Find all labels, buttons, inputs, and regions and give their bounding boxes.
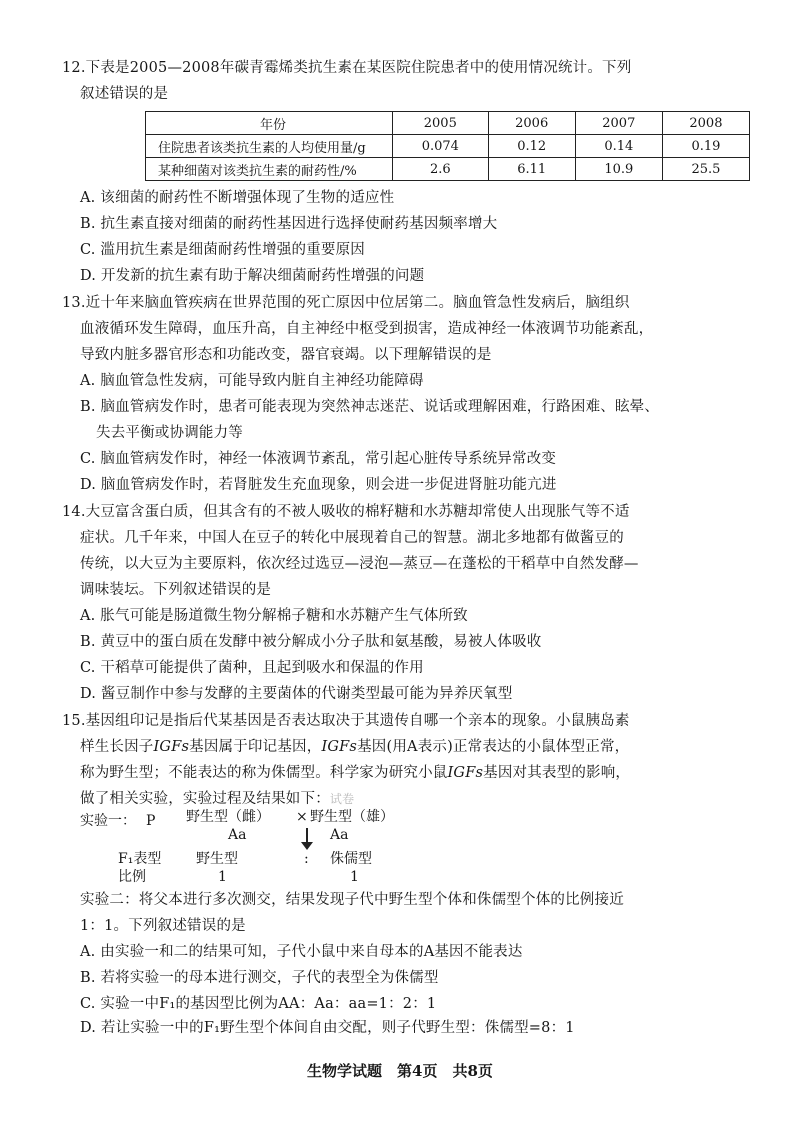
igfs-gene-name: IGFs bbox=[447, 765, 484, 781]
table-cell: 0.14 bbox=[575, 135, 662, 158]
exp1-f1-colon: : bbox=[304, 851, 309, 867]
q12-option-d: D. 开发新的抗生素有助于解决细菌耐药性增强的问题 bbox=[80, 268, 425, 284]
q15-stem-text: 做了相关实验，实验过程及结果如下： bbox=[80, 791, 330, 807]
q15-stem-text: 称为野生型；不能表达的称为侏儒型。科学家为研究小鼠 bbox=[80, 765, 448, 781]
table-row bbox=[146, 135, 750, 158]
table-header-row bbox=[146, 112, 750, 135]
q15-stem-line3 bbox=[80, 763, 630, 783]
watermark: 试卷 bbox=[329, 792, 355, 806]
q15-option-c: C. 实验一中F₁的基因型比例为AA：Aa：aa=1：2：1 bbox=[80, 996, 437, 1012]
exp1-genotype1: Aa bbox=[228, 827, 247, 843]
exp1-ratio-wild: 1 bbox=[218, 869, 227, 885]
exp1-p-label: P bbox=[146, 813, 156, 829]
table-cell: 0.19 bbox=[662, 135, 749, 158]
exp1-parent2: 野生型（雄） bbox=[310, 809, 394, 825]
table-header-cell: 2006 bbox=[488, 112, 575, 135]
exp2-line1: 实验二：将父本进行多次测交，结果发现子代中野生型个体和侏儒型个体的比例接近 bbox=[80, 892, 624, 908]
igfs-gene-name: IGFs bbox=[153, 739, 190, 755]
exp1-f1-wild: 野生型 bbox=[196, 851, 238, 867]
q12-stem-line2: 叙述错误的是 bbox=[80, 86, 169, 102]
q13-option-c: C. 脑血管病发作时，神经一体液调节紊乱，常引起心脏传导系统异常改变 bbox=[80, 451, 557, 467]
q13-option-b-cont: 失去平衡或协调能力等 bbox=[96, 425, 243, 441]
table-header-cell: 2007 bbox=[575, 112, 662, 135]
q13-option-a: A. 脑血管急性发病，可能导致内脏自主神经功能障碍 bbox=[80, 373, 424, 389]
q12-option-a: A. 该细菌的耐药性不断增强体现了生物的适应性 bbox=[80, 190, 395, 206]
table-header-cell: 2005 bbox=[393, 112, 489, 135]
q12-option-b: B. 抗生素直接对细菌的耐药性基因进行选择使耐药基因频率增大 bbox=[80, 216, 498, 232]
q14-stem-line3: 传统，以大豆为主要原料，依次经过选豆—浸泡—蒸豆—在蓬松的干稻草中自然发酵— bbox=[80, 556, 639, 572]
table-cell: 25.5 bbox=[662, 158, 749, 181]
page-footer: 生物学试题 第4页 共8页 bbox=[307, 1062, 493, 1080]
q15-stem-text: 基因对其表型的影响， bbox=[483, 765, 631, 781]
table-cell: 0.074 bbox=[393, 135, 489, 158]
q13-stem-line2: 血液循环发生障碍，血压升高，自主神经中枢受到损害，造成神经一体液调节功能紊乱， bbox=[80, 321, 654, 337]
q15-option-a: A. 由实验一和二的结果可知，子代小鼠中来自母本的A基因不能表达 bbox=[80, 944, 523, 960]
exp1-label: 实验一： bbox=[80, 813, 136, 829]
exp1-f1-dwarf: 侏儒型 bbox=[330, 851, 372, 867]
q13-option-d: D. 脑血管病发作时，若肾脏发生充血现象，则会进一步促进肾脏功能亢进 bbox=[80, 477, 557, 493]
q12-option-c: C. 滥用抗生素是细菌耐药性增强的重要原因 bbox=[80, 242, 365, 258]
q15-option-d: D. 若让实验一中的F₁野生型个体间自由交配，则子代野生型：侏儒型=8：1 bbox=[80, 1020, 575, 1036]
exp1-genotype2: Aa bbox=[330, 827, 349, 843]
q15-stem-text: 基因(用A表示)正常表达的小鼠体型正常， bbox=[357, 739, 630, 755]
q14-stem-line2: 症状。几千年来，中国人在豆子的转化中展现着自己的智慧。湖北多地都有做酱豆的 bbox=[80, 530, 624, 546]
q13-option-b: B. 脑血管病发作时，患者可能表现为突然神志迷茫、说话或理解困难，行路困难、眩晕、 bbox=[80, 399, 660, 415]
exp1-ratio-dwarf: 1 bbox=[350, 869, 359, 885]
q15-option-b: B. 若将实验一的母本进行测交，子代的表型全为侏儒型 bbox=[80, 970, 439, 986]
table-row bbox=[146, 158, 750, 181]
q15-stem-line1: 15.基因组印记是指后代某基因是否表达取决于其遗传自哪一个亲本的现象。小鼠胰岛素 bbox=[62, 713, 630, 729]
exp1-f1-label: F₁表型 bbox=[118, 851, 162, 867]
table-cell: 住院患者该类抗生素的人均使用量/g bbox=[146, 135, 393, 158]
table-cell: 2.6 bbox=[393, 158, 489, 181]
exp1-parent1: 野生型（雌） bbox=[186, 809, 270, 825]
exp1-ratio-label: 比例 bbox=[118, 869, 146, 885]
q14-option-c: C. 干稻草可能提供了菌种，且起到吸水和保温的作用 bbox=[80, 660, 424, 676]
q15-stem-text: 样生长因子 bbox=[80, 739, 154, 755]
q14-option-a: A. 胀气可能是肠道微生物分解棉子糖和水苏糖产生气体所致 bbox=[80, 608, 468, 624]
q15-stem-line2 bbox=[80, 737, 629, 757]
q15-stem-text: 基因属于印记基因， bbox=[189, 739, 322, 755]
q14-option-d: D. 酱豆制作中参与发酵的主要菌体的代谢类型最可能为异养厌氧型 bbox=[80, 686, 513, 702]
q12-data-table bbox=[145, 111, 750, 181]
q13-stem-line3: 导致内脏多器官形态和功能改变，器官衰竭。以下理解错误的是 bbox=[80, 347, 492, 363]
table-cell: 某种细菌对该类抗生素的耐药性/% bbox=[146, 158, 393, 181]
igfs-gene-name: IGFs bbox=[321, 739, 358, 755]
table-cell: 10.9 bbox=[575, 158, 662, 181]
table-header-cell: 2008 bbox=[662, 112, 749, 135]
table-cell: 0.12 bbox=[488, 135, 575, 158]
q14-stem-line4: 调味装坛。下列叙述错误的是 bbox=[80, 582, 272, 598]
q13-stem-line1: 13.近十年来脑血管疾病在世界范围的死亡原因中位居第二。脑血管急性发病后，脑组织 bbox=[62, 295, 630, 311]
q15-stem-line4 bbox=[80, 789, 354, 809]
table-cell: 6.11 bbox=[488, 158, 575, 181]
exp2-line2: 1：1。下列叙述错误的是 bbox=[80, 918, 246, 934]
table-header-cell: 年份 bbox=[146, 112, 393, 135]
q12-stem-line1: 12.下表是2005—2008年碳青霉烯类抗生素在某医院住院患者中的使用情况统计。下列 bbox=[62, 60, 632, 76]
q14-option-b: B. 黄豆中的蛋白质在发酵中被分解成小分子肽和氨基酸，易被人体吸收 bbox=[80, 634, 542, 650]
exp1-cross-sign: × bbox=[296, 809, 308, 825]
q14-stem-line1: 14.大豆富含蛋白质，但其含有的不被人吸收的棉籽糖和水苏糖却常使人出现胀气等不适 bbox=[62, 504, 630, 520]
cross-arrowhead bbox=[301, 842, 313, 850]
